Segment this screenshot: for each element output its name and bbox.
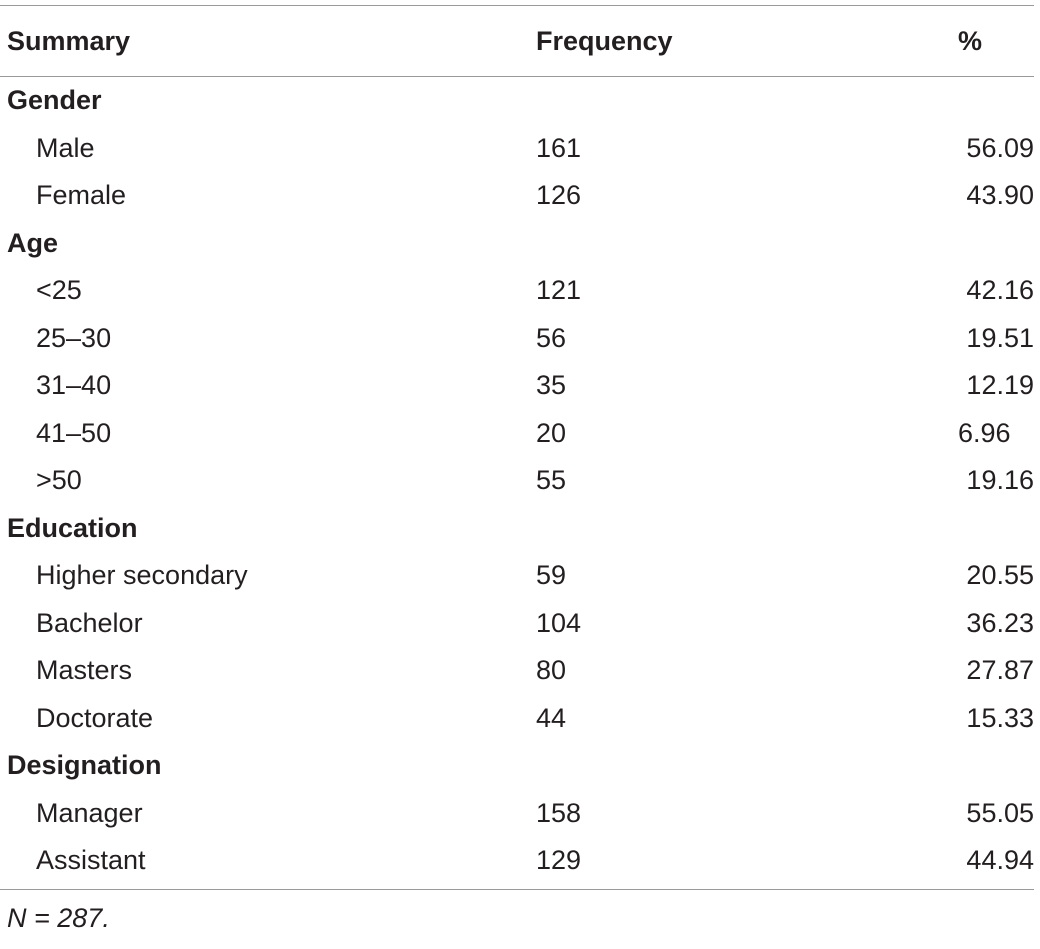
header-frequency: Frequency bbox=[536, 26, 673, 56]
table-row bbox=[0, 790, 1034, 838]
row-percent: 27.87 bbox=[966, 655, 1034, 685]
row-percent: 15.33 bbox=[966, 702, 1034, 733]
row-label: 41–50 bbox=[36, 417, 112, 448]
group-row-education bbox=[0, 505, 1034, 553]
row-percent: 36.23 bbox=[966, 607, 1034, 638]
header-percent: % bbox=[958, 26, 983, 56]
row-frequency: 126 bbox=[536, 180, 582, 210]
row-label: Bachelor bbox=[36, 607, 143, 638]
row-label: Masters bbox=[36, 655, 133, 685]
row-label: >50 bbox=[36, 465, 82, 495]
row-frequency: 35 bbox=[536, 370, 567, 400]
row-percent: 12.19 bbox=[966, 370, 1034, 400]
group-label: Designation bbox=[7, 750, 162, 780]
header-summary: Summary bbox=[7, 26, 131, 56]
row-frequency: 104 bbox=[536, 607, 582, 638]
group-row-designation bbox=[0, 742, 1034, 790]
row-frequency: 129 bbox=[536, 845, 582, 875]
table-row bbox=[0, 647, 1034, 695]
table-note: N = 287. bbox=[7, 902, 110, 933]
table-row bbox=[0, 267, 1034, 315]
table-row bbox=[0, 315, 1034, 363]
row-label: Manager bbox=[36, 797, 143, 828]
table-row bbox=[0, 172, 1034, 220]
table-row bbox=[0, 695, 1034, 743]
row-label: <25 bbox=[36, 275, 82, 305]
row-percent: 55.05 bbox=[966, 797, 1034, 828]
row-label: Higher secondary bbox=[36, 560, 248, 590]
row-frequency: 158 bbox=[536, 797, 582, 828]
table-row bbox=[0, 362, 1034, 410]
table-row bbox=[0, 600, 1034, 648]
row-label: Female bbox=[36, 180, 127, 210]
header-row bbox=[0, 6, 1034, 76]
row-frequency: 56 bbox=[536, 322, 567, 353]
group-label: Gender bbox=[7, 85, 102, 115]
row-label: Doctorate bbox=[36, 702, 154, 733]
row-percent: 43.90 bbox=[966, 180, 1034, 210]
row-frequency: 80 bbox=[536, 655, 567, 685]
row-label: Assistant bbox=[36, 845, 146, 875]
table-row bbox=[0, 125, 1034, 173]
group-row-gender bbox=[0, 77, 1034, 125]
row-percent: 56.09 bbox=[966, 132, 1034, 163]
table-row bbox=[0, 837, 1034, 885]
group-label: Education bbox=[7, 512, 138, 543]
table-row bbox=[0, 457, 1034, 505]
row-frequency: 59 bbox=[536, 560, 567, 590]
table-row bbox=[0, 552, 1034, 600]
row-percent: 6.96 bbox=[958, 417, 1011, 448]
row-label: 31–40 bbox=[36, 370, 112, 400]
row-label: Male bbox=[36, 132, 95, 163]
row-frequency: 161 bbox=[536, 132, 582, 163]
row-frequency: 121 bbox=[536, 275, 582, 305]
row-label: 25–30 bbox=[36, 322, 112, 353]
group-label: Age bbox=[7, 227, 59, 258]
table-row bbox=[0, 410, 1034, 458]
row-percent: 20.55 bbox=[966, 560, 1034, 590]
row-percent: 19.51 bbox=[966, 322, 1034, 353]
row-frequency: 55 bbox=[536, 465, 567, 495]
row-frequency: 44 bbox=[536, 702, 567, 733]
row-percent: 19.16 bbox=[966, 465, 1034, 495]
row-percent: 42.16 bbox=[966, 275, 1034, 305]
row-percent: 44.94 bbox=[966, 845, 1034, 875]
bottom-rule bbox=[0, 889, 1034, 890]
demographics-table bbox=[0, 5, 1034, 938]
row-frequency: 20 bbox=[536, 417, 567, 448]
group-row-age bbox=[0, 220, 1034, 268]
